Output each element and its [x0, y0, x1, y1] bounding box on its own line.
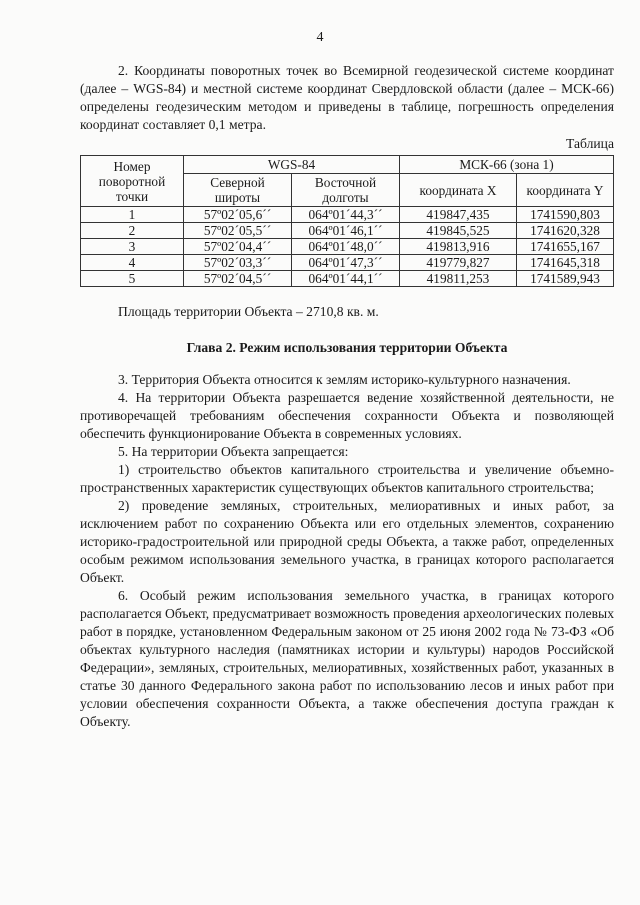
- table-header-row: [81, 156, 614, 174]
- document-body: [80, 62, 614, 731]
- table-caption: Таблица: [566, 136, 614, 151]
- list-item-2: 2) проведение земляных, строительных, мелиоративных и иных работ, за исключением работ по сохранению Объекта или его отдельных элементов, сохранению историко-градостроительной или природной среды Объекта, а также работ, определенных особым режимом использования земельного участка, в границах которого располагается Объект.: [80, 498, 614, 585]
- cell-latitude: 57º02´03,3´´: [184, 255, 292, 271]
- cell-x: 419811,253: [400, 271, 517, 287]
- table-row: [81, 223, 614, 239]
- cell-longitude: 064º01´44,3´´: [292, 207, 400, 223]
- header-wgs84: WGS-84: [184, 156, 400, 174]
- table-row: [81, 255, 614, 271]
- table-row: [81, 239, 614, 255]
- cell-x: 419779,827: [400, 255, 517, 271]
- cell-point: 4: [81, 255, 184, 271]
- header-x: координата X: [400, 174, 517, 207]
- cell-longitude: 064º01´46,1´´: [292, 223, 400, 239]
- coordinates-table: [80, 155, 614, 287]
- paragraph-5: 5. На территории Объекта запрещается:: [118, 444, 349, 459]
- cell-longitude: 064º01´44,1´´: [292, 271, 400, 287]
- cell-latitude: 57º02´05,5´´: [184, 223, 292, 239]
- header-y: координата Y: [517, 174, 614, 207]
- header-longitude: Восточной долготы: [292, 174, 400, 207]
- paragraph-2: 2. Координаты поворотных точек во Всемирной геодезической системе координат (далее – WGS-84) и местной системе координат Свердловской области (далее – МСК-66) определены геодезическим методом и приведены в таблице, погрешность определения координат составляет 0,1 метра.: [80, 63, 614, 132]
- cell-latitude: 57º02´05,6´´: [184, 207, 292, 223]
- cell-x: 419813,916: [400, 239, 517, 255]
- cell-longitude: 064º01´48,0´´: [292, 239, 400, 255]
- area-text: Площадь территории Объекта – 2710,8 кв. м.: [118, 304, 379, 319]
- cell-y: 1741589,943: [517, 271, 614, 287]
- cell-latitude: 57º02´04,5´´: [184, 271, 292, 287]
- cell-longitude: 064º01´47,3´´: [292, 255, 400, 271]
- paragraph-6: 6. Особый режим использования земельного участка, в границах которого располагается Объект, предусматривает возможность проведения археологических полевых работ в порядке, установленном Федеральным законом от 25 июня 2002 года № 73-ФЗ «Об объектах культурного наследия (памятниках истории и культуры) народов Российской Федерации», земляных, строительных, мелиоративных, хозяйственных работ, указанных в статье 30 данного Федерального закона работ по использованию лесов и иных работ при условии обеспечения сохранности Объекта, а также обеспечения доступа граждан к Объекту.: [80, 588, 614, 729]
- cell-y: 1741645,318: [517, 255, 614, 271]
- table-row: [81, 207, 614, 223]
- header-point-number: Номер поворотной точки: [81, 156, 184, 207]
- cell-point: 3: [81, 239, 184, 255]
- paragraph-4: 4. На территории Объекта разрешается ведение хозяйственной деятельности, не противоречащей требованиям обеспечения сохранности Объекта и позволяющей обеспечить функционирование Объекта в современных условиях.: [80, 390, 614, 441]
- cell-point: 5: [81, 271, 184, 287]
- chapter-title: Глава 2. Режим использования территории Объекта: [186, 340, 508, 355]
- cell-point: 1: [81, 207, 184, 223]
- list-item-1: 1) строительство объектов капитального строительства и увеличение объемно-пространственных характеристик существующих объектов капитального строительства;: [80, 462, 614, 495]
- table-row: [81, 271, 614, 287]
- paragraph-3: 3. Территория Объекта относится к землям историко-культурного назначения.: [118, 372, 571, 387]
- cell-y: 1741620,328: [517, 223, 614, 239]
- cell-point: 2: [81, 223, 184, 239]
- cell-y: 1741655,167: [517, 239, 614, 255]
- header-msk66: МСК-66 (зона 1): [400, 156, 614, 174]
- cell-y: 1741590,803: [517, 207, 614, 223]
- cell-x: 419847,435: [400, 207, 517, 223]
- header-latitude: Северной широты: [184, 174, 292, 207]
- cell-x: 419845,525: [400, 223, 517, 239]
- page-number: 4: [316, 30, 324, 45]
- cell-latitude: 57º02´04,4´´: [184, 239, 292, 255]
